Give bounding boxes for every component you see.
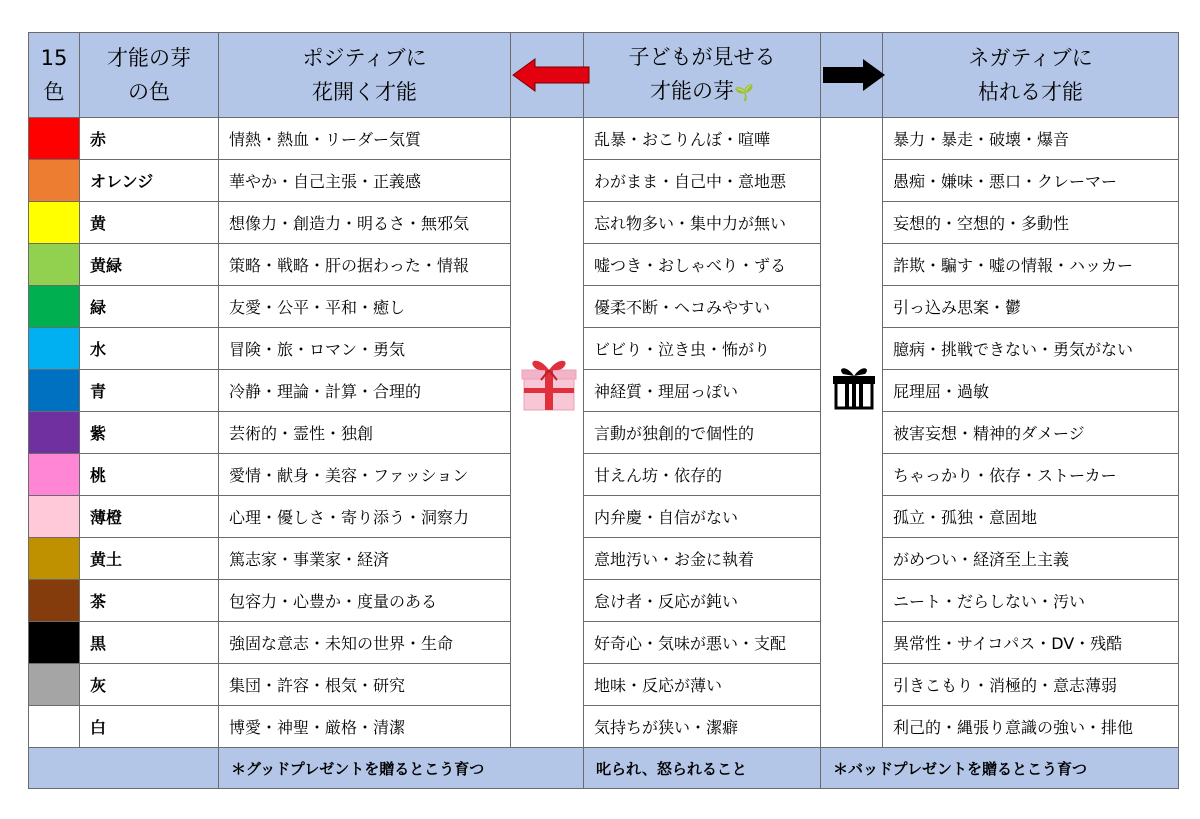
table-row: [29, 370, 1179, 412]
gift-spacer-cell: [511, 286, 584, 328]
footer-child-note: 叱られ、怒られること: [584, 748, 821, 789]
color-swatch: [29, 454, 80, 496]
color-name: 桃: [80, 454, 219, 496]
child-header-line2: [584, 74, 820, 110]
color-swatch: [29, 706, 80, 748]
color-swatch: [29, 286, 80, 328]
negative-column-header: [883, 33, 1179, 118]
negative-talent: 被害妄想・精神的ダメージ: [883, 412, 1179, 454]
positive-talent: 冷静・理論・計算・合理的: [219, 370, 511, 412]
gift-spacer-cell: [821, 706, 883, 748]
gift-spacer-cell: [511, 706, 584, 748]
child-talent-bud: 気持ちが狭い・潔癖: [584, 706, 821, 748]
negative-talent: ちゃっかり・依存・ストーカー: [883, 454, 1179, 496]
color-swatch: [29, 118, 80, 160]
negative-talent: 妄想的・空想的・多動性: [883, 202, 1179, 244]
gift-spacer-cell: [821, 664, 883, 706]
child-talent-bud: 言動が独創的で個性的: [584, 412, 821, 454]
gift-spacer-cell: [511, 202, 584, 244]
color-name: 茶: [80, 580, 219, 622]
positive-header-line2: 花開く才能: [312, 80, 417, 104]
color-name: 水: [80, 328, 219, 370]
positive-talent: 情熱・熱血・リーダー気質: [219, 118, 511, 160]
gift-spacer-cell: [511, 412, 584, 454]
color-name: オレンジ: [80, 160, 219, 202]
table-row: [29, 538, 1179, 580]
color-name: 緑: [80, 286, 219, 328]
black-right-arrow-icon: [821, 57, 887, 93]
color-name: 紫: [80, 412, 219, 454]
child-talent-bud: 地味・反応が薄い: [584, 664, 821, 706]
color-name: 黒: [80, 622, 219, 664]
gift-spacer-cell: [511, 244, 584, 286]
gift-spacer-cell: [821, 454, 883, 496]
table-row: [29, 412, 1179, 454]
child-talent-bud: 内弁慶・自信がない: [584, 496, 821, 538]
child-talent-bud: 神経質・理屈っぽい: [584, 370, 821, 412]
color-column-header-line1: 才能の芽: [107, 46, 191, 70]
color-swatch: [29, 664, 80, 706]
positive-talent: 篤志家・事業家・経済: [219, 538, 511, 580]
black-gift-icon: [831, 364, 877, 410]
positive-talent: 冒険・旅・ロマン・勇気: [219, 328, 511, 370]
color-swatch: [29, 244, 80, 286]
child-talent-bud: 嘘つき・おしゃべり・ずる: [584, 244, 821, 286]
child-talent-bud: 意地汚い・お金に執着: [584, 538, 821, 580]
child-talent-bud: わがまま・自己中・意地悪: [584, 160, 821, 202]
footer-row: [29, 748, 1179, 789]
negative-talent: 屁理屈・過敏: [883, 370, 1179, 412]
color-name: 黄土: [80, 538, 219, 580]
color-name: 白: [80, 706, 219, 748]
color-name: 青: [80, 370, 219, 412]
left-arrow-cell: [511, 33, 584, 118]
gift-spacer-cell: [511, 496, 584, 538]
child-header-line1: 子どもが見せる: [628, 45, 776, 69]
pink-gift-icon: [521, 354, 577, 412]
negative-talent: 愚痴・嫌味・悪口・クレーマー: [883, 160, 1179, 202]
positive-column-header: [219, 33, 511, 118]
positive-talent: 芸術的・霊性・独創: [219, 412, 511, 454]
count-header-line2: 色: [43, 80, 65, 104]
positive-talent: 集団・許容・根気・研究: [219, 664, 511, 706]
color-name: 薄橙: [80, 496, 219, 538]
table-row: [29, 202, 1179, 244]
negative-talent: 孤立・孤独・意固地: [883, 496, 1179, 538]
negative-talent: 暴力・暴走・破壊・爆音: [883, 118, 1179, 160]
count-header-line1: 15: [40, 46, 68, 70]
footer-blank: [29, 748, 219, 789]
gift-spacer-cell: [821, 580, 883, 622]
positive-talent: 華やか・自己主張・正義感: [219, 160, 511, 202]
footer-positive-note: ＊グッドプレゼントを贈るとこう育つ: [219, 748, 584, 789]
positive-talent: 友愛・公平・平和・癒し: [219, 286, 511, 328]
child-talent-bud: 忘れ物多い・集中力が無い: [584, 202, 821, 244]
table-row: [29, 118, 1179, 160]
color-column-header: [80, 33, 219, 118]
table-row: [29, 622, 1179, 664]
color-name: 黄: [80, 202, 219, 244]
gift-spacer-cell: [821, 412, 883, 454]
color-column-header-line2: の色: [128, 80, 170, 104]
gift-spacer-cell: [821, 538, 883, 580]
table-row: [29, 706, 1179, 748]
talent-color-table: [28, 32, 1179, 789]
positive-talent: 博愛・神聖・厳格・清潔: [219, 706, 511, 748]
color-swatch: [29, 538, 80, 580]
footer-negative-note: ＊バッドプレゼントを贈るとこう育つ: [821, 748, 1179, 789]
color-swatch: [29, 160, 80, 202]
gift-spacer-cell: [821, 118, 883, 160]
color-swatch: [29, 496, 80, 538]
gift-spacer-cell: [821, 202, 883, 244]
table-row: [29, 244, 1179, 286]
color-swatch: [29, 370, 80, 412]
gift-spacer-cell: [511, 160, 584, 202]
negative-talent: がめつい・経済至上主義: [883, 538, 1179, 580]
color-swatch: [29, 328, 80, 370]
table-row: [29, 286, 1179, 328]
positive-header-line1: ポジティブに: [302, 46, 427, 70]
table-row: [29, 454, 1179, 496]
gift-spacer-cell: [511, 118, 584, 160]
red-left-arrow-icon: [511, 57, 591, 93]
color-swatch: [29, 202, 80, 244]
header-row: [29, 33, 1179, 118]
child-column-header: [584, 33, 821, 118]
color-name: 赤: [80, 118, 219, 160]
negative-header-line1: ネガティブに: [968, 46, 1093, 70]
color-swatch: [29, 622, 80, 664]
negative-header-line2: 枯れる才能: [978, 80, 1083, 104]
positive-talent: 包容力・心豊か・度量のある: [219, 580, 511, 622]
positive-talent: 強固な意志・未知の世界・生命: [219, 622, 511, 664]
positive-talent: 心理・優しさ・寄り添う・洞察力: [219, 496, 511, 538]
table-row: [29, 664, 1179, 706]
child-header-line2-text: 才能の芽: [650, 79, 735, 103]
gift-spacer-cell: [821, 286, 883, 328]
gift-spacer-cell: [511, 538, 584, 580]
gift-spacer-cell: [511, 580, 584, 622]
negative-talent: 異常性・サイコパス・DV・残酷: [883, 622, 1179, 664]
color-swatch: [29, 580, 80, 622]
negative-talent: 詐欺・騙す・嘘の情報・ハッカー: [883, 244, 1179, 286]
child-talent-bud: 乱暴・おこりんぼ・喧嘩: [584, 118, 821, 160]
gift-spacer-cell: [821, 622, 883, 664]
gift-spacer-cell: [511, 664, 584, 706]
positive-talent: 愛情・献身・美容・ファッション: [219, 454, 511, 496]
negative-talent: 引っ込み思案・鬱: [883, 286, 1179, 328]
color-swatch: [29, 412, 80, 454]
child-talent-bud: ビビり・泣き虫・怖がり: [584, 328, 821, 370]
negative-talent: 臆病・挑戦できない・勇気がない: [883, 328, 1179, 370]
child-talent-bud: 優柔不断・ヘコみやすい: [584, 286, 821, 328]
negative-talent: 利己的・縄張り意識の強い・排他: [883, 706, 1179, 748]
positive-talent: 想像力・創造力・明るさ・無邪気: [219, 202, 511, 244]
gift-spacer-cell: [511, 622, 584, 664]
count-header: [29, 33, 80, 118]
child-talent-bud: 好奇心・気味が悪い・支配: [584, 622, 821, 664]
negative-talent: 引きこもり・消極的・意志薄弱: [883, 664, 1179, 706]
positive-talent: 策略・戦略・肝の据わった・情報: [219, 244, 511, 286]
gift-spacer-cell: [511, 454, 584, 496]
table-row: [29, 580, 1179, 622]
right-arrow-cell: [821, 33, 883, 118]
child-talent-bud: 甘えん坊・依存的: [584, 454, 821, 496]
child-talent-bud: 怠け者・反応が鈍い: [584, 580, 821, 622]
gift-spacer-cell: [821, 160, 883, 202]
gift-spacer-cell: [821, 496, 883, 538]
table-row: [29, 160, 1179, 202]
table-row: [29, 496, 1179, 538]
sprout-icon: 🌱: [734, 83, 754, 102]
table-row: [29, 328, 1179, 370]
color-name: 黄緑: [80, 244, 219, 286]
gift-spacer-cell: [821, 244, 883, 286]
color-name: 灰: [80, 664, 219, 706]
negative-talent: ニート・だらしない・汚い: [883, 580, 1179, 622]
